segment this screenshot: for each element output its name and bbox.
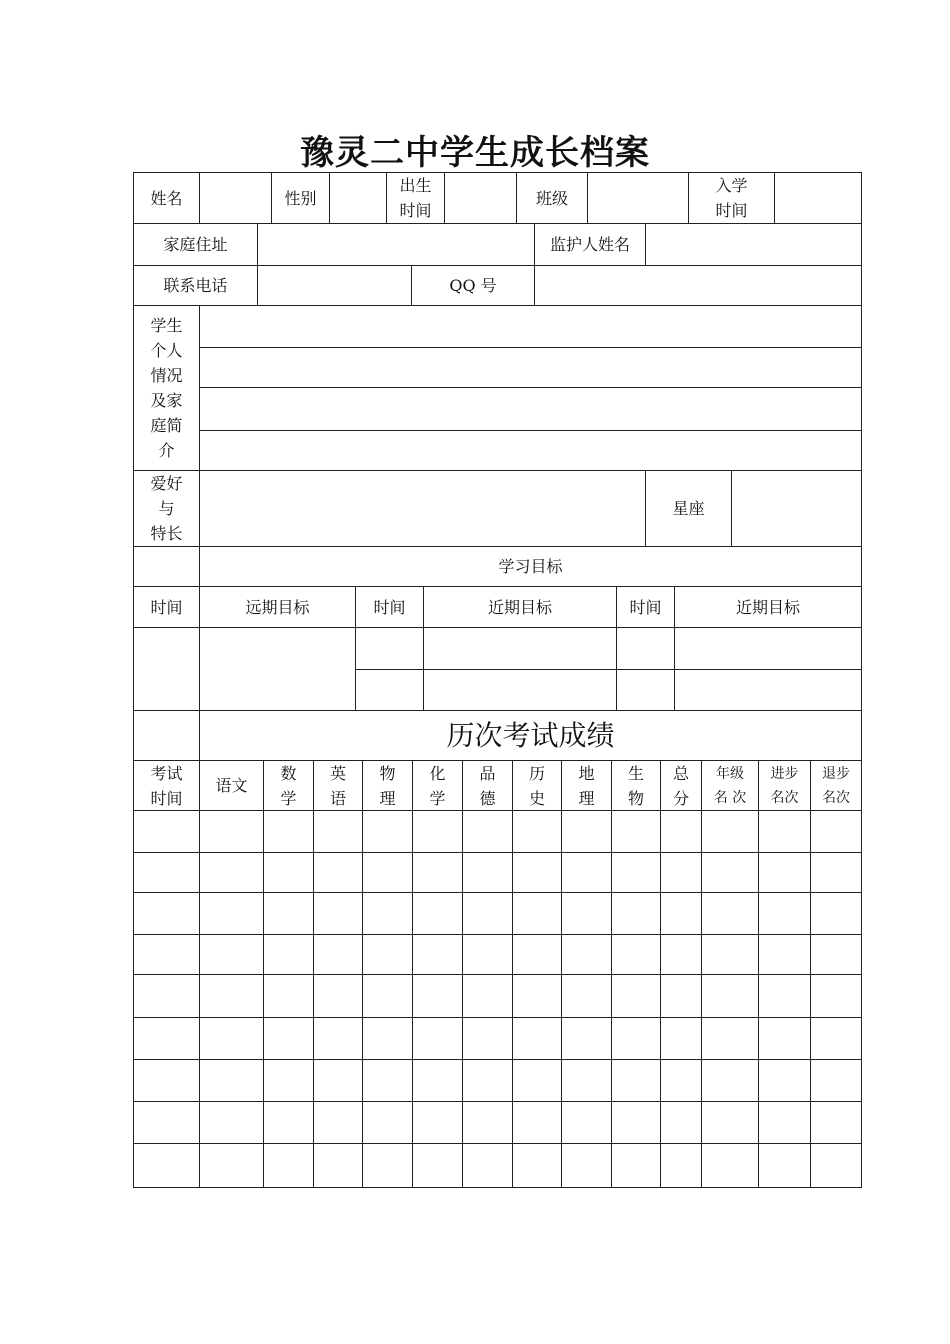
decline-rank-header: 退步 名次: [810, 760, 862, 811]
score-cell[interactable]: [611, 1143, 661, 1188]
score-cell[interactable]: [313, 1101, 363, 1144]
score-cell[interactable]: [199, 1143, 264, 1188]
score-cell[interactable]: [462, 974, 513, 1018]
birth-date-label: 出生 时间: [386, 172, 445, 224]
document-title: 豫灵二中学生成长档案: [300, 133, 650, 173]
score-cell[interactable]: [810, 1101, 862, 1144]
goal-time-field[interactable]: [616, 669, 675, 711]
name-label: 姓名: [133, 172, 200, 224]
score-cell[interactable]: [263, 974, 314, 1018]
score-cell[interactable]: [263, 1059, 314, 1102]
class-label: 班级: [516, 172, 588, 224]
score-cell[interactable]: [561, 810, 612, 853]
score-cell[interactable]: [263, 852, 314, 893]
score-cell[interactable]: [810, 892, 862, 935]
intro-line[interactable]: [199, 430, 862, 471]
score-cell[interactable]: [412, 1143, 463, 1188]
total-header: 总 分: [660, 760, 702, 811]
score-cell[interactable]: [660, 1143, 702, 1188]
enroll-date-field[interactable]: [774, 172, 862, 224]
score-cell[interactable]: [462, 1017, 513, 1060]
score-cell[interactable]: [512, 810, 562, 853]
score-cell[interactable]: [412, 974, 463, 1018]
blank-cell: [133, 710, 200, 761]
score-cell[interactable]: [810, 1143, 862, 1188]
score-cell[interactable]: [362, 1101, 413, 1144]
score-cell[interactable]: [660, 974, 702, 1018]
score-cell[interactable]: [362, 934, 413, 975]
score-cell[interactable]: [512, 974, 562, 1018]
score-cell[interactable]: [512, 852, 562, 893]
score-cell[interactable]: [701, 934, 759, 975]
score-cell[interactable]: [199, 810, 264, 853]
score-cell[interactable]: [133, 1059, 200, 1102]
near-term-goal-field[interactable]: [674, 669, 862, 711]
goal-time-header: 时间: [616, 586, 675, 628]
intro-label: 学生 个人 情况 及家 庭简 介: [133, 305, 200, 471]
scores-section-title: 历次考试成绩: [199, 710, 862, 761]
score-cell[interactable]: [362, 974, 413, 1018]
score-cell[interactable]: [561, 974, 612, 1018]
score-cell[interactable]: [462, 1143, 513, 1188]
score-cell[interactable]: [133, 810, 200, 853]
score-cell[interactable]: [362, 892, 413, 935]
score-cell[interactable]: [263, 810, 314, 853]
score-cell[interactable]: [701, 810, 759, 853]
near-term-goal-field[interactable]: [423, 627, 617, 670]
score-cell[interactable]: [810, 934, 862, 975]
score-cell[interactable]: [611, 974, 661, 1018]
near-term-goal-header: 近期目标: [674, 586, 862, 628]
long-term-goal-header: 远期目标: [199, 586, 356, 628]
score-cell[interactable]: [611, 934, 661, 975]
score-cell[interactable]: [512, 1017, 562, 1060]
growth-record-form: [134, 173, 862, 1188]
score-cell[interactable]: [561, 934, 612, 975]
english-header: 英 语: [313, 760, 363, 811]
history-header: 历 史: [512, 760, 562, 811]
score-cell[interactable]: [362, 1017, 413, 1060]
score-cell[interactable]: [362, 852, 413, 893]
near-term-goal-header: 近期目标: [423, 586, 617, 628]
score-cell[interactable]: [263, 1017, 314, 1060]
score-cell[interactable]: [611, 1059, 661, 1102]
score-cell[interactable]: [561, 1101, 612, 1144]
near-term-goal-field[interactable]: [423, 669, 617, 711]
goal-time-field[interactable]: [616, 627, 675, 670]
score-cell[interactable]: [199, 934, 264, 975]
score-cell[interactable]: [263, 1101, 314, 1144]
score-cell[interactable]: [758, 1143, 811, 1188]
score-cell[interactable]: [758, 974, 811, 1018]
qq-field[interactable]: [534, 265, 862, 306]
score-cell[interactable]: [810, 852, 862, 893]
class-field[interactable]: [587, 172, 689, 224]
score-cell[interactable]: [362, 1059, 413, 1102]
score-cell[interactable]: [561, 892, 612, 935]
score-cell[interactable]: [133, 974, 200, 1018]
address-label: 家庭住址: [133, 223, 258, 266]
score-cell[interactable]: [313, 892, 363, 935]
score-cell[interactable]: [758, 1059, 811, 1102]
score-cell[interactable]: [660, 1059, 702, 1102]
score-cell[interactable]: [758, 1017, 811, 1060]
score-cell[interactable]: [133, 852, 200, 893]
score-cell[interactable]: [313, 1143, 363, 1188]
score-cell[interactable]: [561, 852, 612, 893]
score-cell[interactable]: [758, 934, 811, 975]
score-cell[interactable]: [512, 1059, 562, 1102]
score-cell[interactable]: [263, 1143, 314, 1188]
hobby-label: 爱好 与 特长: [133, 470, 200, 547]
score-cell[interactable]: [660, 1101, 702, 1144]
score-cell[interactable]: [199, 1017, 264, 1060]
biology-header: 生 物: [611, 760, 661, 811]
score-cell[interactable]: [758, 810, 811, 853]
score-cell[interactable]: [412, 1059, 463, 1102]
score-cell[interactable]: [313, 934, 363, 975]
score-cell[interactable]: [313, 852, 363, 893]
score-cell[interactable]: [313, 1059, 363, 1102]
score-cell[interactable]: [462, 1059, 513, 1102]
goal-time-header: 时间: [355, 586, 424, 628]
score-cell[interactable]: [701, 892, 759, 935]
score-cell[interactable]: [412, 1101, 463, 1144]
intro-line[interactable]: [199, 387, 862, 431]
score-cell[interactable]: [199, 892, 264, 935]
score-cell[interactable]: [199, 1059, 264, 1102]
address-field[interactable]: [257, 223, 535, 266]
score-cell[interactable]: [412, 934, 463, 975]
chemistry-header: 化 学: [412, 760, 463, 811]
score-cell[interactable]: [660, 1017, 702, 1060]
score-cell[interactable]: [810, 974, 862, 1018]
blank-cell: [133, 546, 200, 587]
goal-time-field[interactable]: [355, 669, 424, 711]
score-cell[interactable]: [412, 852, 463, 893]
score-cell[interactable]: [462, 934, 513, 975]
score-cell[interactable]: [758, 1101, 811, 1144]
score-cell[interactable]: [462, 892, 513, 935]
score-cell[interactable]: [512, 1101, 562, 1144]
intro-line[interactable]: [199, 305, 862, 348]
score-cell[interactable]: [561, 1017, 612, 1060]
score-cell[interactable]: [133, 1017, 200, 1060]
score-cell[interactable]: [611, 810, 661, 853]
score-cell[interactable]: [313, 974, 363, 1018]
score-cell[interactable]: [701, 1017, 759, 1060]
score-cell[interactable]: [512, 1143, 562, 1188]
score-cell[interactable]: [199, 1101, 264, 1144]
score-cell[interactable]: [133, 1101, 200, 1144]
guardian-name-label: 监护人姓名: [534, 223, 646, 266]
score-cell[interactable]: [611, 852, 661, 893]
score-cell[interactable]: [701, 1101, 759, 1144]
physics-header: 物 理: [362, 760, 413, 811]
score-cell[interactable]: [362, 1143, 413, 1188]
gender-label: 性别: [271, 172, 330, 224]
phone-field[interactable]: [257, 265, 412, 306]
hobby-field[interactable]: [199, 470, 646, 547]
score-cell[interactable]: [660, 934, 702, 975]
score-cell[interactable]: [611, 892, 661, 935]
score-cell[interactable]: [362, 810, 413, 853]
score-cell[interactable]: [701, 852, 759, 893]
score-cell[interactable]: [660, 852, 702, 893]
score-cell[interactable]: [810, 1017, 862, 1060]
score-cell[interactable]: [758, 852, 811, 893]
geography-header: 地 理: [561, 760, 612, 811]
goal-time-header: 时间: [133, 586, 200, 628]
score-cell[interactable]: [701, 974, 759, 1018]
score-cell[interactable]: [611, 1101, 661, 1144]
near-term-goal-field[interactable]: [674, 627, 862, 670]
score-cell[interactable]: [263, 892, 314, 935]
phone-label: 联系电话: [133, 265, 258, 306]
score-cell[interactable]: [199, 852, 264, 893]
score-cell[interactable]: [758, 892, 811, 935]
chinese-header: 语文: [199, 760, 264, 811]
constellation-label: 星座: [645, 470, 732, 547]
guardian-name-field[interactable]: [645, 223, 862, 266]
score-cell[interactable]: [133, 934, 200, 975]
score-cell[interactable]: [660, 892, 702, 935]
score-cell[interactable]: [133, 892, 200, 935]
score-cell[interactable]: [263, 934, 314, 975]
score-cell[interactable]: [701, 1143, 759, 1188]
score-cell[interactable]: [810, 1059, 862, 1102]
goals-section-title: 学习目标: [199, 546, 862, 587]
goal-time-field[interactable]: [133, 627, 200, 711]
score-cell[interactable]: [701, 1059, 759, 1102]
score-cell[interactable]: [561, 1143, 612, 1188]
grade-rank-header: 年级 名 次: [701, 760, 759, 811]
morality-header: 品 德: [462, 760, 513, 811]
score-cell[interactable]: [810, 810, 862, 853]
qq-label: QQ 号: [411, 265, 535, 306]
score-cell[interactable]: [412, 1017, 463, 1060]
score-cell[interactable]: [133, 1143, 200, 1188]
score-cell[interactable]: [462, 810, 513, 853]
progress-rank-header: 进步 名次: [758, 760, 811, 811]
long-term-goal-field[interactable]: [199, 627, 356, 711]
score-cell[interactable]: [313, 1017, 363, 1060]
score-cell[interactable]: [660, 810, 702, 853]
score-cell[interactable]: [462, 1101, 513, 1144]
score-cell[interactable]: [611, 1017, 661, 1060]
enroll-date-label: 入学 时间: [688, 172, 775, 224]
goal-time-field[interactable]: [355, 627, 424, 670]
constellation-field[interactable]: [731, 470, 862, 547]
score-cell[interactable]: [412, 810, 463, 853]
score-cell[interactable]: [462, 852, 513, 893]
exam-time-header: 考试 时间: [133, 760, 200, 811]
gender-field[interactable]: [329, 172, 387, 224]
score-cell[interactable]: [199, 974, 264, 1018]
intro-line[interactable]: [199, 347, 862, 388]
score-cell[interactable]: [313, 810, 363, 853]
birth-date-field[interactable]: [444, 172, 517, 224]
math-header: 数 学: [263, 760, 314, 811]
score-cell[interactable]: [512, 934, 562, 975]
score-cell[interactable]: [512, 892, 562, 935]
score-cell[interactable]: [412, 892, 463, 935]
score-cell[interactable]: [561, 1059, 612, 1102]
name-field[interactable]: [199, 172, 272, 224]
